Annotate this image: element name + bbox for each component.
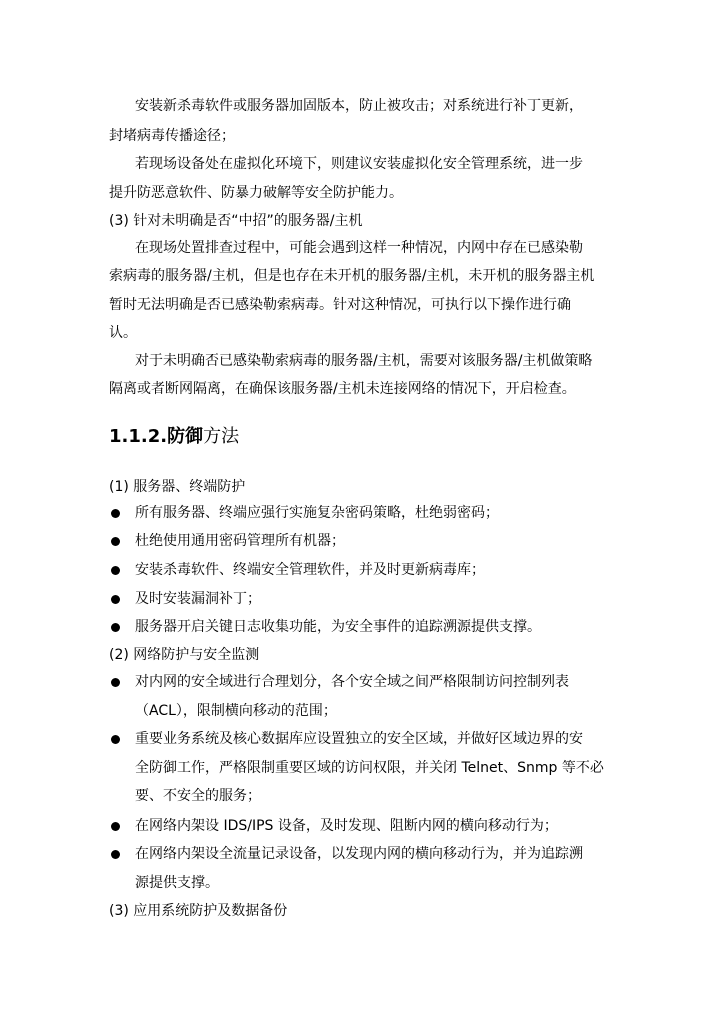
bullet-text: 所有服务器、终端应强行实施复杂密码策略，杜绝弱密码； xyxy=(135,505,499,521)
paragraph-line: 认。 xyxy=(109,325,137,341)
item-title: (1) 服务器、终端防护 xyxy=(109,479,246,495)
bullet-icon xyxy=(111,850,120,859)
section-title-light: 方法 xyxy=(203,426,240,447)
bullet-text: 杜绝使用通用密码管理所有机器； xyxy=(135,533,345,549)
bullet-text: 要、不安全的服务； xyxy=(135,788,261,804)
bullet-text: （ACL），限制横向移动的范围； xyxy=(135,703,337,719)
paragraph-line: 对于未明确否已感染勒索病毒的服务器/主机，需要对该服务器/主机做策略 xyxy=(135,353,593,369)
paragraph-line: 索病毒的服务器/主机，但是也存在未开机的服务器/主机，未开机的服务器主机 xyxy=(109,268,595,284)
section-heading xyxy=(109,424,239,450)
bullet-icon xyxy=(111,537,120,546)
bullet-text: 对内网的安全域进行合理划分，各个安全域之间严格限制访问控制列表 xyxy=(135,674,569,690)
bullet-text: 及时安装漏洞补丁； xyxy=(135,591,261,607)
bullet-text: 安装杀毒软件、终端安全管理软件，并及时更新病毒库； xyxy=(135,562,485,578)
bullet-icon xyxy=(111,678,120,687)
paragraph-line: 在现场处置排查过程中，可能会遇到这样一种情况，内网中存在已感染勒 xyxy=(135,240,583,256)
item-title: (2) 网络防护与安全监测 xyxy=(109,647,260,663)
bullet-text: 在网络内架设 IDS/IPS 设备，及时发现、阻断内网的横向移动行为； xyxy=(135,818,558,834)
paragraph-line: 隔离或者断网隔离，在确保该服务器/主机未连接网络的情况下，开启检查。 xyxy=(109,381,576,397)
section-number: 1.1.2. xyxy=(109,426,168,447)
section-title-bold: 防御 xyxy=(167,426,204,447)
bullet-icon xyxy=(111,509,120,518)
bullet-icon xyxy=(111,822,120,831)
bullet-icon xyxy=(111,623,120,632)
bullet-text: 服务器开启关键日志收集功能，为安全事件的追踪溯源提供支撑。 xyxy=(135,619,541,635)
paragraph-line: 提升防恶意软件、防暴力破解等安全防护能力。 xyxy=(109,185,403,201)
bullet-icon xyxy=(111,595,120,604)
paragraph-line: 安装新杀毒软件或服务器加固版本，防止被攻击；对系统进行补丁更新， xyxy=(135,98,583,114)
item-title: (3) 针对未明确是否“中招”的服务器/主机 xyxy=(109,213,363,229)
bullet-icon xyxy=(111,566,120,575)
paragraph-line: 封堵病毒传播途径； xyxy=(109,128,235,144)
paragraph-line: 若现场设备处在虚拟化环境下，则建议安装虚拟化安全管理系统，进一步 xyxy=(135,156,583,172)
bullet-text: 全防御工作，严格限制重要区域的访问权限，并关闭 Telnet、Snmp 等不必 xyxy=(135,760,604,776)
bullet-text: 源提供支撑。 xyxy=(135,875,219,891)
bullet-text: 在网络内架设全流量记录设备，以发现内网的横向移动行为，并为追踪溯 xyxy=(135,846,583,862)
paragraph-line: 暂时无法明确是否已感染勒索病毒。针对这种情况，可执行以下操作进行确 xyxy=(109,297,571,313)
bullet-icon xyxy=(111,735,120,744)
item-title: (3) 应用系统防护及数据备份 xyxy=(109,903,288,919)
bullet-text: 重要业务系统及核心数据库应设置独立的安全区域，并做好区域边界的安 xyxy=(135,731,583,747)
